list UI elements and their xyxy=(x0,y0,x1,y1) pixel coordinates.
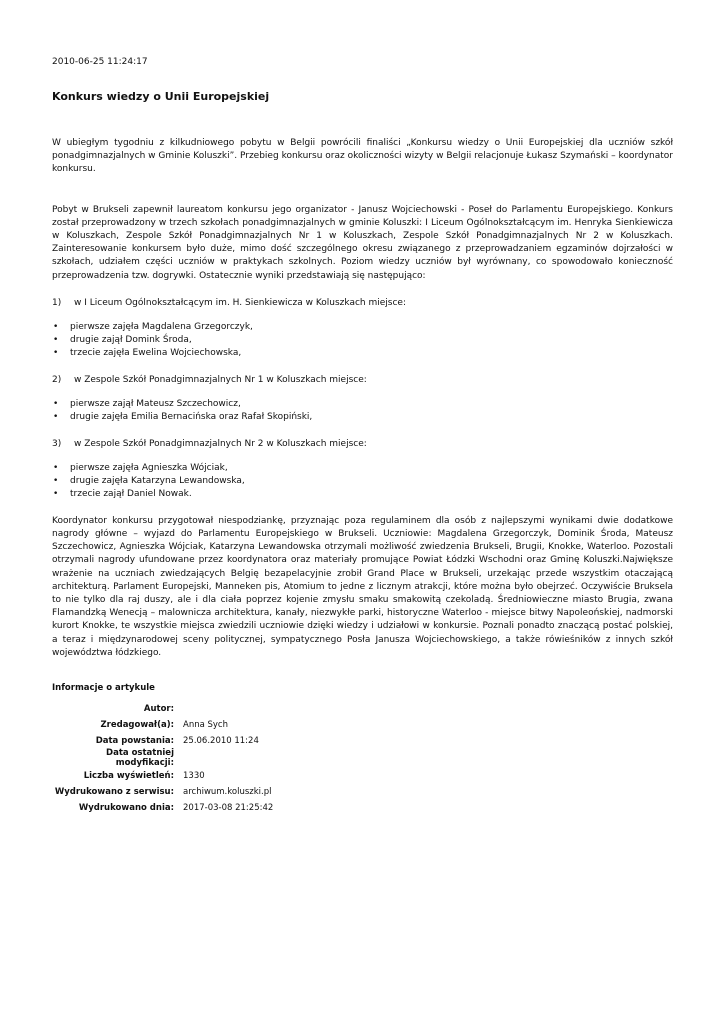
list-item: • drugie zajął Domink Środa, xyxy=(52,334,673,347)
school-label: w Zespole Szkół Ponadgimnazjalnych Nr 2 w Koluszkach miejsce: xyxy=(74,438,367,449)
results-list-3 xyxy=(52,462,673,501)
article-info-heading: Informacje o artykule xyxy=(52,683,155,694)
results-list-2 xyxy=(52,398,673,424)
list-item: • pierwsze zajęła Magdalena Grzegorczyk, xyxy=(52,321,673,334)
results-list-1 xyxy=(52,321,673,360)
school-label: w Zespole Szkół Ponadgimnazjalnych Nr 1 w Koluszkach miejsce: xyxy=(74,374,367,385)
info-value xyxy=(183,748,273,768)
school-label: w I Liceum Ogólnokształcącym im. H. Sienkiewicza w Koluszkach miejsce: xyxy=(74,297,407,308)
school-number: 3) xyxy=(52,438,62,449)
info-label: Zredagował(a): xyxy=(100,719,174,730)
closing-paragraph: Koordynator konkursu przygotował niespodziankę, przyznając poza regulaminem dla osób z najlepszymi wynikami dwie dodatkowe nagrody główne – wyjazd do Parlamentu Europejskiego w Brukseli. Uczniowie: Magdalena Grzegorczyk, Dominik Środa, Mateusz Szczechowicz, Agnieszka Wójciak, Katarzyna Lewandowska otrzymali możliwość zwiedzenia Brukseli, Brugii, Knokke, Waterloo. Pozostali otrzymali nagrody ufundowane przez koordynatora oraz materiały promujące Powiat Łódzki Wschodni oraz Gminę Koluszki.Największe wrażenie na uczniach zwiedzających Belgię bezapelacyjnie zrobił Grand Place w Brukseli, urzekając przede wszystkim otaczającą architekturą. Parlament Europejski, Manneken pis, Atomium to jedne z licznym atrakcji, które można było obejrzeć. Oczywiście Bruksela to nie tylko dla raj duszy, ale i dla ciała poprzez kojenie zmysłu smaku smakowitą czekoladą. Średniowieczne miasto Brugia, zwana Flamandzką Wenecją – malownicza architektura, kanały, niezwykłe parki, historyczne Waterloo - miejsce bitwy Napoleońskiej, nadmorski kurort Knokke, te wszystkie miejsca zwiedzili uczniowie dzięki wiedzy i udziałowi w konkursie. Poznali ponadto znaczącą postać polskiej, a teraz i międzynarodowej sceny politycznej, sympatycznego Posła Janusza Wojciechowskiego, a także rówieśników z innych szkół województwa łódzkiego. xyxy=(52,515,673,658)
info-value: 2017-03-08 21:25:42 xyxy=(183,802,274,813)
school-number: 1) xyxy=(52,297,62,308)
table-row xyxy=(52,784,273,800)
table-row xyxy=(52,701,273,717)
lead-paragraph: W ubiegłym tygodniu z kilkudniowego pobytu w Belgii powrócili finaliści „Konkursu wiedzy o Unii Europejskiej dla uczniów szkół ponadgimnazjalnych w Gminie Koluszki”. Przebieg konkursu oraz okoliczności wizyty w Belgii relacjonuje Łukasz Szymański – koordynator konkursu. xyxy=(52,138,673,175)
intro-paragraph: Pobyt w Brukseli zapewnił laureatom konkursu jego organizator - Janusz Wojciechowski - Poseł do Parlamentu Europejskiego. Konkurs został przeprowadzony w trzech szkołach ponadgimnazjalnych w gminie Koluszki: I Liceum Ogólnokształcącym im. Henryka Sienkiewicza w Koluszkach, Zespole Szkół Ponadgimnazjalnych Nr 1 w Koluszkach, Zespole Szkół Ponadgimnazjalnych Nr 2 w Koluszkach. Zainteresowanie konkursem było duże, mimo dość szczególnego okresu związanego z przeprowadzaniem egzaminów dojrzałości w szkołach, udziałem części uczniów w praktykach szkolnych. Poziom wiedzy uczniów był wyrównany, co spowodowało konieczność przeprowadzenia tzw. dogrywki. Ostatecznie wyniki przedstawiają się następująco: xyxy=(52,204,673,281)
list-item: • trzecie zajęła Ewelina Wojciechowska, xyxy=(52,347,673,360)
school-heading-3 xyxy=(52,438,673,451)
school-heading-2 xyxy=(52,374,673,387)
table-row xyxy=(52,748,273,768)
info-label: Wydrukowano dnia: xyxy=(78,802,174,813)
list-item: • trzecie zajął Daniel Nowak. xyxy=(52,488,673,501)
info-value: 25.06.2010 11:24 xyxy=(183,735,259,746)
list-item: • pierwsze zajął Mateusz Szczechowicz, xyxy=(52,398,673,411)
list-item: • pierwsze zajęła Agnieszka Wójciak, xyxy=(52,462,673,475)
info-label: Data powstania: xyxy=(95,735,174,746)
school-number: 2) xyxy=(52,374,62,385)
article xyxy=(52,56,673,816)
table-row xyxy=(52,733,273,749)
table-row xyxy=(52,768,273,784)
info-label: Wydrukowano z serwisu: xyxy=(54,787,174,798)
list-item: • drugie zajęła Katarzyna Lewandowska, xyxy=(52,475,673,488)
table-row xyxy=(52,717,273,733)
info-value xyxy=(183,701,273,717)
info-label: Data ostatniej modyfikacji: xyxy=(106,748,174,769)
table-row xyxy=(52,800,273,816)
info-value: Anna Sych xyxy=(183,719,228,730)
info-label: Autor: xyxy=(143,703,174,714)
info-value: archiwum.koluszki.pl xyxy=(183,787,272,798)
list-item: • drugie zajęła Emilia Bernacińska oraz Rafał Skopiński, xyxy=(52,411,673,424)
info-value: 1330 xyxy=(183,771,205,782)
school-heading-1 xyxy=(52,297,673,310)
publish-date: 2010-06-25 11:24:17 xyxy=(52,57,148,67)
article-title: Konkurs wiedzy o Unii Europejskiej xyxy=(52,90,270,103)
article-info-table xyxy=(52,701,273,816)
info-label: Liczba wyświetleń: xyxy=(83,771,174,782)
